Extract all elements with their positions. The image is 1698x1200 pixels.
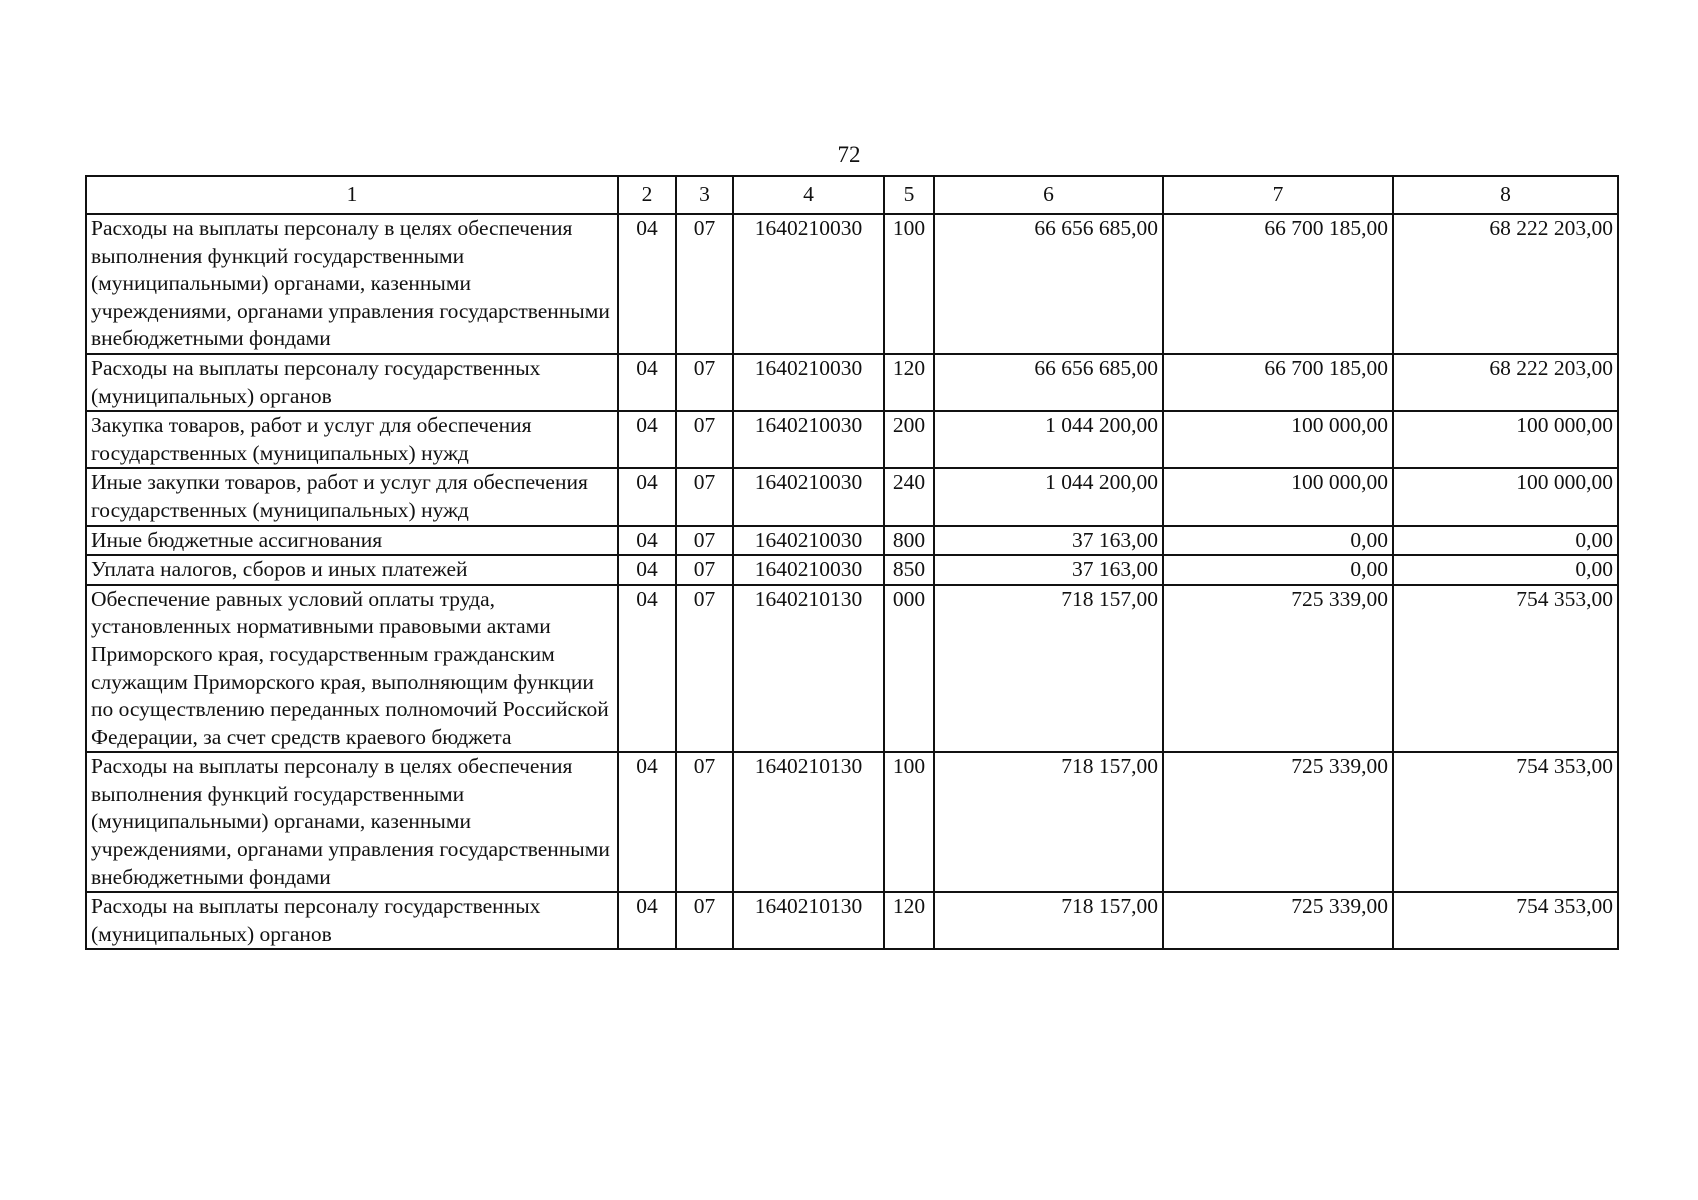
table-row xyxy=(86,411,1618,468)
expense-type-cell: 240 xyxy=(884,468,934,525)
target-article-cell: 1640210030 xyxy=(733,468,884,525)
expense-name-cell: Иные закупки товаров, работ и услуг для обеспечения государственных (муниципальных) нужд xyxy=(86,468,618,525)
column-header-3: 3 xyxy=(676,176,733,214)
amount-col6-cell: 718 157,00 xyxy=(934,585,1163,753)
header-row xyxy=(86,176,1618,214)
expense-name-cell: Закупка товаров, работ и услуг для обеспечения государственных (муниципальных) нужд xyxy=(86,411,618,468)
expense-type-cell: 000 xyxy=(884,585,934,753)
subsection-code-cell: 07 xyxy=(676,892,733,949)
column-header-5: 5 xyxy=(884,176,934,214)
target-article-cell: 1640210030 xyxy=(733,354,884,411)
target-article-cell: 1640210030 xyxy=(733,555,884,585)
page-number: 72 xyxy=(837,142,861,167)
amount-col8-cell: 754 353,00 xyxy=(1393,752,1618,892)
column-header-2: 2 xyxy=(618,176,676,214)
table-row xyxy=(86,555,1618,585)
table-row xyxy=(86,468,1618,525)
section-code-cell: 04 xyxy=(618,526,676,556)
expense-type-cell: 100 xyxy=(884,752,934,892)
amount-col8-cell: 68 222 203,00 xyxy=(1393,214,1618,354)
amount-col6-cell: 66 656 685,00 xyxy=(934,354,1163,411)
amount-col8-cell: 754 353,00 xyxy=(1393,585,1618,753)
amount-col6-cell: 718 157,00 xyxy=(934,752,1163,892)
expense-type-cell: 120 xyxy=(884,892,934,949)
amount-col8-cell: 754 353,00 xyxy=(1393,892,1618,949)
amount-col7-cell: 66 700 185,00 xyxy=(1163,214,1393,354)
expense-name-cell: Иные бюджетные ассигнования xyxy=(86,526,618,556)
table-row xyxy=(86,354,1618,411)
column-header-4: 4 xyxy=(733,176,884,214)
expense-type-cell: 850 xyxy=(884,555,934,585)
target-article-cell: 1640210030 xyxy=(733,411,884,468)
table-row xyxy=(86,752,1618,892)
target-article-cell: 1640210030 xyxy=(733,526,884,556)
amount-col6-cell: 1 044 200,00 xyxy=(934,468,1163,525)
amount-col6-cell: 37 163,00 xyxy=(934,555,1163,585)
expense-name-cell: Уплата налогов, сборов и иных платежей xyxy=(86,555,618,585)
expense-type-cell: 800 xyxy=(884,526,934,556)
table-row xyxy=(86,892,1618,949)
amount-col6-cell: 1 044 200,00 xyxy=(934,411,1163,468)
subsection-code-cell: 07 xyxy=(676,752,733,892)
column-header-6: 6 xyxy=(934,176,1163,214)
amount-col6-cell: 718 157,00 xyxy=(934,892,1163,949)
amount-col8-cell: 0,00 xyxy=(1393,526,1618,556)
section-code-cell: 04 xyxy=(618,354,676,411)
budget-table xyxy=(85,175,1619,950)
amount-col8-cell: 100 000,00 xyxy=(1393,468,1618,525)
table-row xyxy=(86,214,1618,354)
subsection-code-cell: 07 xyxy=(676,468,733,525)
expense-name-cell: Обеспечение равных условий оплаты труда, установленных нормативными правовыми актами Приморского края, государственным гражданским служащим Приморского края, выполняющим функции по осуществлению переданных полномочий Российской Федерации, за счет средств краевого бюджета xyxy=(86,585,618,753)
subsection-code-cell: 07 xyxy=(676,411,733,468)
section-code-cell: 04 xyxy=(618,892,676,949)
subsection-code-cell: 07 xyxy=(676,526,733,556)
amount-col7-cell: 100 000,00 xyxy=(1163,411,1393,468)
amount-col7-cell: 725 339,00 xyxy=(1163,752,1393,892)
target-article-cell: 1640210130 xyxy=(733,892,884,949)
section-code-cell: 04 xyxy=(618,468,676,525)
table-row xyxy=(86,585,1618,753)
column-header-8: 8 xyxy=(1393,176,1618,214)
expense-name-cell: Расходы на выплаты персоналу государственных (муниципальных) органов xyxy=(86,892,618,949)
section-code-cell: 04 xyxy=(618,585,676,753)
subsection-code-cell: 07 xyxy=(676,585,733,753)
amount-col6-cell: 37 163,00 xyxy=(934,526,1163,556)
expense-name-cell: Расходы на выплаты персоналу государственных (муниципальных) органов xyxy=(86,354,618,411)
section-code-cell: 04 xyxy=(618,214,676,354)
subsection-code-cell: 07 xyxy=(676,354,733,411)
target-article-cell: 1640210130 xyxy=(733,752,884,892)
table-row xyxy=(86,526,1618,556)
amount-col7-cell: 0,00 xyxy=(1163,526,1393,556)
amount-col8-cell: 68 222 203,00 xyxy=(1393,354,1618,411)
target-article-cell: 1640210130 xyxy=(733,585,884,753)
table-body xyxy=(86,214,1618,949)
subsection-code-cell: 07 xyxy=(676,214,733,354)
amount-col8-cell: 100 000,00 xyxy=(1393,411,1618,468)
expense-type-cell: 120 xyxy=(884,354,934,411)
target-article-cell: 1640210030 xyxy=(733,214,884,354)
amount-col7-cell: 725 339,00 xyxy=(1163,585,1393,753)
table-header xyxy=(86,176,1618,214)
amount-col7-cell: 725 339,00 xyxy=(1163,892,1393,949)
section-code-cell: 04 xyxy=(618,411,676,468)
amount-col7-cell: 0,00 xyxy=(1163,555,1393,585)
amount-col7-cell: 66 700 185,00 xyxy=(1163,354,1393,411)
column-header-7: 7 xyxy=(1163,176,1393,214)
expense-type-cell: 200 xyxy=(884,411,934,468)
section-code-cell: 04 xyxy=(618,752,676,892)
amount-col8-cell: 0,00 xyxy=(1393,555,1618,585)
subsection-code-cell: 07 xyxy=(676,555,733,585)
expense-name-cell: Расходы на выплаты персоналу в целях обеспечения выполнения функций государственными (муниципальными) органами, казенными учреждениями, органами управления государственными внебюджетными фондами xyxy=(86,752,618,892)
amount-col7-cell: 100 000,00 xyxy=(1163,468,1393,525)
expense-type-cell: 100 xyxy=(884,214,934,354)
amount-col6-cell: 66 656 685,00 xyxy=(934,214,1163,354)
expense-name-cell: Расходы на выплаты персоналу в целях обеспечения выполнения функций государственными (муниципальными) органами, казенными учреждениями, органами управления государственными внебюджетными фондами xyxy=(86,214,618,354)
column-header-1: 1 xyxy=(86,176,618,214)
section-code-cell: 04 xyxy=(618,555,676,585)
